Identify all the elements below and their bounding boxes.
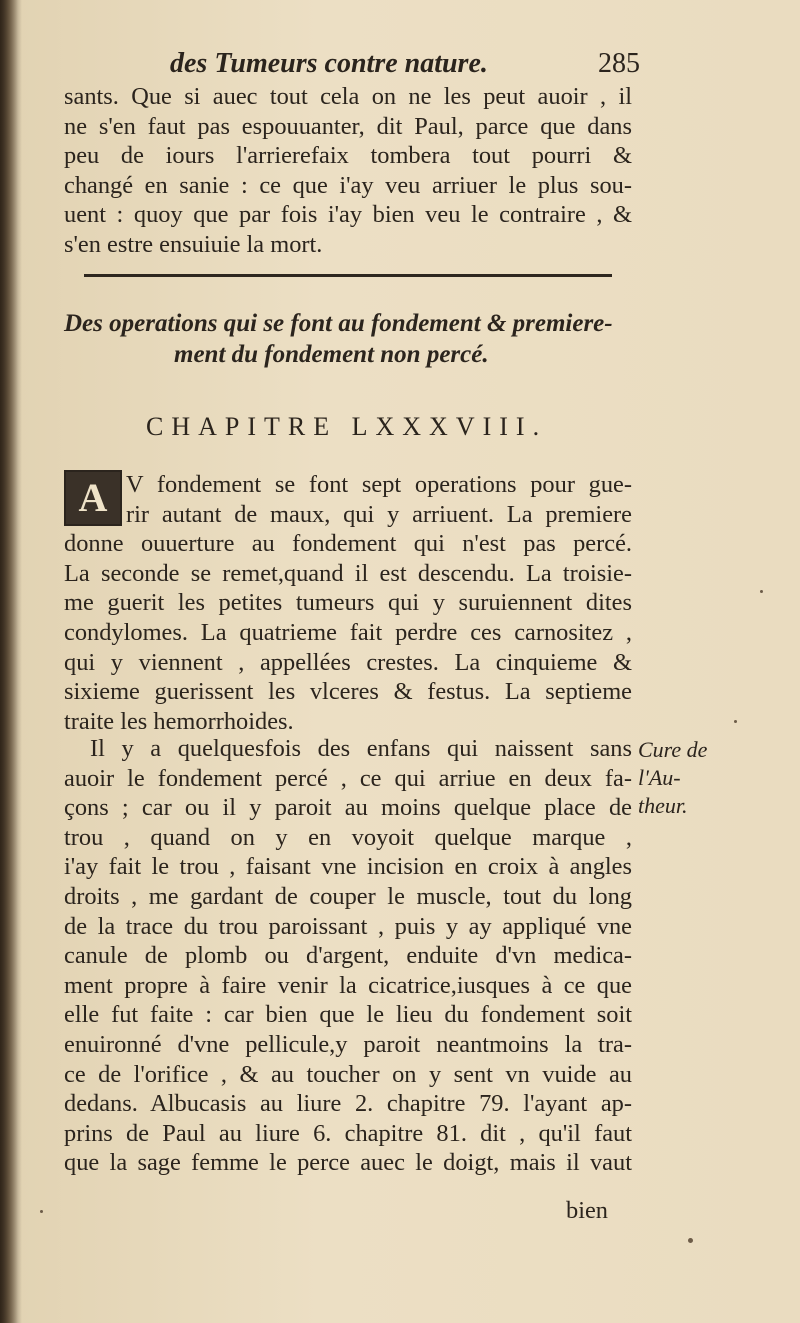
margin-note-line: Cure de (638, 737, 708, 762)
paragraph-2 (64, 734, 632, 1178)
text-line: de la trace du trou paroissant , puis y ay appliqué vne (64, 912, 632, 940)
text-line: sixieme guerissent les vlceres & festus. La septieme (64, 678, 632, 706)
text-line: ce de l'orifice , & au toucher on y sent vn vuide au (64, 1060, 632, 1088)
text-line: La seconde se remet,quand il est descendu. La troisie- (64, 559, 632, 587)
text-line: me guerit les petites tumeurs qui y suruiennent dites (64, 589, 632, 617)
text-line: i'ay fait le trou , faisant vne incision en croix à angles (64, 853, 632, 881)
section-title-line: ment du fondement non percé. (174, 341, 489, 368)
catchword: bien (566, 1197, 608, 1224)
text-line: Il y a quelquesfois des enfans qui naissent sans (90, 735, 632, 762)
text-line: changé en sanie : ce que i'ay veu arriuer le plus sou- (64, 171, 632, 199)
section-title-line: Des operations qui se font au fondement & premiere- (64, 310, 613, 337)
section-divider (84, 274, 612, 277)
text-line: V fondement se font sept operations pour gue- (126, 471, 632, 498)
text-line: çons ; car ou il y paroit au moins quelque place de (64, 794, 632, 822)
text-line: dedans. Albucasis au liure 2. chapitre 79. l'ayant ap- (64, 1090, 632, 1118)
text-line: condylomes. La quatrieme fait perdre ces carnositez , (64, 618, 632, 646)
text-line: sants. Que si auec tout cela on ne les peut auoir , il (64, 83, 632, 110)
page-number: 285 (598, 48, 640, 79)
text-line: rir autant de maux, qui y arriuent. La premiere (126, 500, 632, 528)
text-line: canule de plomb ou d'argent, enduite d'vn medica- (64, 942, 632, 970)
text-line: uent : quoy que par fois i'ay bien veu le contraire , & (64, 201, 632, 229)
text-line: ne s'en faut pas espouuanter, dit Paul, parce que dans (64, 112, 632, 140)
text-line: peu de iours l'arrierefaix tombera tout pourri & (64, 142, 632, 170)
margin-note-line: theur. (638, 793, 688, 818)
section-title (64, 308, 632, 370)
intro-text (64, 82, 632, 260)
chapter-heading: CHAPITRE LXXXVIII. (146, 412, 548, 441)
binding-shadow (0, 0, 22, 1323)
paragraph-1 (64, 470, 632, 736)
margin-note-line: l'Au- (638, 765, 681, 790)
text-line: s'en estre ensuiuie la mort. (64, 230, 323, 258)
text-line: enuironné d'vne pellicule,y paroit neantmoins la tra- (64, 1030, 632, 1058)
text-line: auoir le fondement percé , ce qui arriue en deux fa- (64, 764, 632, 792)
text-line: trou , quand on y en voyoit quelque marque , (64, 823, 632, 851)
text-line: droits , me gardant de couper le muscle, tout du long (64, 882, 632, 910)
text-line: ment propre à faire venir la cicatrice,iusques à ce que (64, 971, 632, 999)
text-line: prins de Paul au liure 6. chapitre 81. dit , qu'il faut (64, 1119, 632, 1147)
text-line: traite les hemorrhoides. (64, 707, 294, 735)
text-line: donne ouuerture au fondement qui n'est pas percé. (64, 530, 632, 558)
margin-note (638, 736, 748, 820)
running-head: des Tumeurs contre nature. (170, 48, 488, 79)
text-line: elle fut faite : car bien que le lieu du fondement soit (64, 1001, 632, 1029)
drop-cap: A (64, 470, 122, 526)
text-line: qui y viennent , appellées crestes. La cinquieme & (64, 648, 632, 676)
text-line: que la sage femme le perce auec le doigt, mais il vaut (64, 1149, 632, 1177)
